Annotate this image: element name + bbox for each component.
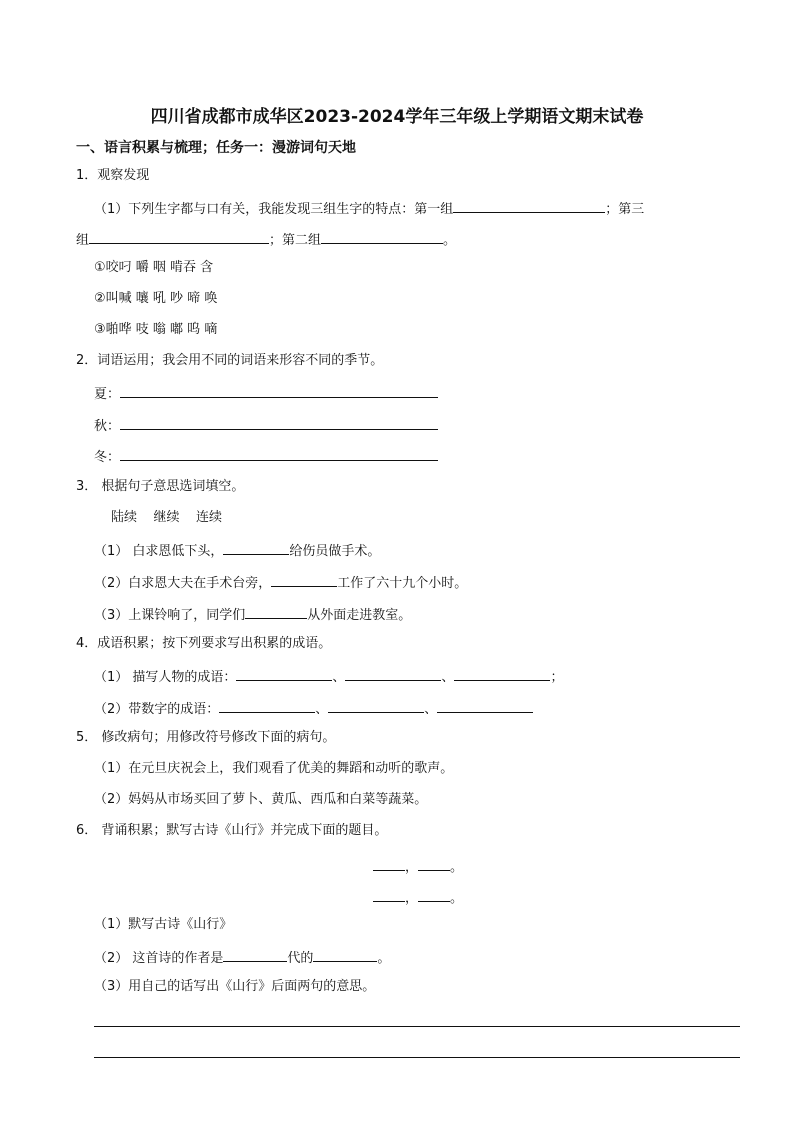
question-4-heading: 4．成语积累；按下列要求写出积累的成语。 xyxy=(76,636,332,651)
question-2-heading: 2．词语运用；我会用不同的词语来形容不同的季节。 xyxy=(76,353,384,368)
fill-sentence-1: （1） 白求恩低下头， 给伤员做手术。 xyxy=(94,540,380,561)
fill-sentence-3: （3）上课铃响了，同学们 从外面走进教室。 xyxy=(94,604,411,625)
word-choices: 陆续 继续 连续 xyxy=(111,510,223,525)
section-heading: 一、语言积累与梳理；任务一：漫游词句天地 xyxy=(76,140,356,156)
sub-question-1: （1）默写古诗《山行》 xyxy=(94,917,233,932)
answer-blank[interactable] xyxy=(120,446,438,461)
answer-blank[interactable] xyxy=(328,698,424,713)
sub-question-3: （3）用自己的话写出《山行》后面两句的意思。 xyxy=(94,979,376,994)
answer-blank[interactable] xyxy=(313,947,377,962)
answer-blank[interactable] xyxy=(373,887,405,902)
answer-blank[interactable] xyxy=(418,856,450,871)
fill-sentence-2: （2）白求恩大夫在手术台旁， 工作了六十九个小时。 xyxy=(94,572,467,593)
idiom-line-2: （2）带数字的成语： 、 、 xyxy=(94,698,533,719)
answer-blank[interactable] xyxy=(245,604,307,619)
sick-sentence-1: （1）在元旦庆祝会上，我们观看了优美的舞蹈和动听的歌声。 xyxy=(94,761,454,776)
char-group-1: ①咬叼 嚼 咽 啃吞 含 xyxy=(94,260,214,275)
answer-line[interactable] xyxy=(94,1057,740,1058)
answer-blank[interactable] xyxy=(454,666,550,681)
question-1-line-1: （1）下列生字都与口有关，我能发现三组生字的特点：第一组 ；第三 xyxy=(94,198,644,219)
answer-blank[interactable] xyxy=(453,198,605,213)
answer-line[interactable] xyxy=(94,1026,740,1027)
poem-line-2: ， 。 xyxy=(373,887,463,908)
question-1-heading: 1．观察发现 xyxy=(76,168,150,183)
answer-blank[interactable] xyxy=(223,540,289,555)
char-group-2: ②叫喊 嚷 吼 吵 啼 唤 xyxy=(94,291,218,306)
idiom-line-1: （1） 描写人物的成语： 、 、 ； xyxy=(94,666,563,687)
answer-blank[interactable] xyxy=(236,666,332,681)
char-group-3: ③啪哗 吱 嗡 嘟 呜 嘀 xyxy=(94,322,218,337)
answer-blank[interactable] xyxy=(89,229,269,244)
season-autumn: 秋： xyxy=(94,415,438,436)
answer-blank[interactable] xyxy=(223,947,287,962)
question-6-heading: 6． 背诵积累；默写古诗《山行》并完成下面的题目。 xyxy=(76,823,388,838)
answer-blank[interactable] xyxy=(120,415,438,430)
question-3-heading: 3． 根据句子意思选词填空。 xyxy=(76,479,245,494)
answer-blank[interactable] xyxy=(345,666,441,681)
answer-blank[interactable] xyxy=(271,572,337,587)
answer-blank[interactable] xyxy=(437,698,533,713)
poem-line-1: ， 。 xyxy=(373,856,463,877)
answer-blank[interactable] xyxy=(321,229,443,244)
sub-question-2: （2） 这首诗的作者是 代的 。 xyxy=(94,947,390,968)
answer-blank[interactable] xyxy=(219,698,315,713)
question-5-heading: 5． 修改病句；用修改符号修改下面的病句。 xyxy=(76,730,336,745)
question-1-line-2: 组 ；第二组 。 xyxy=(76,229,456,250)
season-winter: 冬： xyxy=(94,446,438,467)
season-summer: 夏： xyxy=(94,383,438,404)
answer-blank[interactable] xyxy=(120,383,438,398)
page-title: 四川省成都市成华区2023-2024学年三年级上学期语文期末试卷 xyxy=(150,107,644,127)
answer-blank[interactable] xyxy=(373,856,405,871)
answer-blank[interactable] xyxy=(418,887,450,902)
sick-sentence-2: （2）妈妈从市场买回了萝卜、黄瓜、西瓜和白菜等蔬菜。 xyxy=(94,792,428,807)
